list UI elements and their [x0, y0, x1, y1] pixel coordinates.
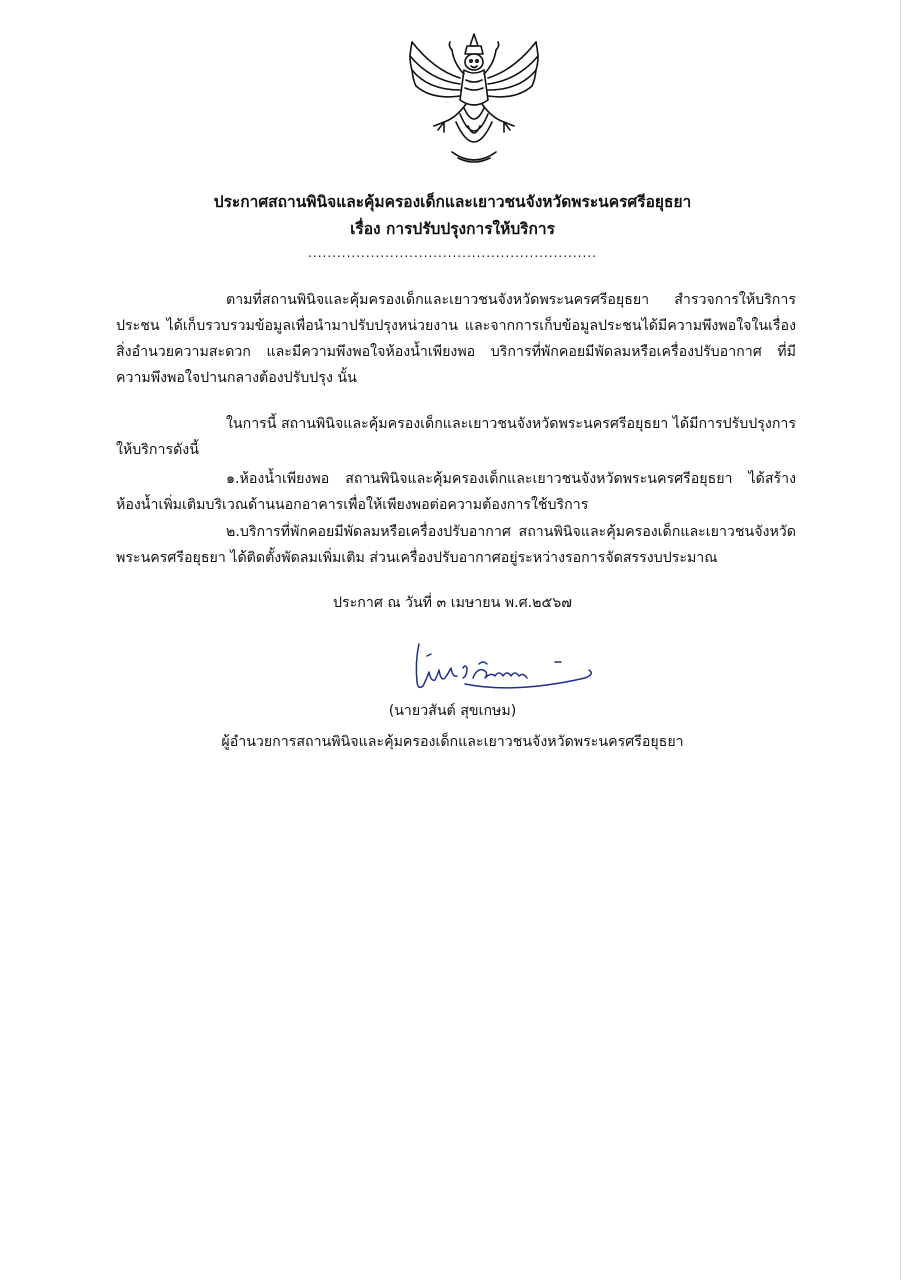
- handwritten-signature: [405, 638, 600, 698]
- paragraph-text: ในการนี้ สถานพินิจและคุ้มครองเด็กและเยาวชนจังหวัดพระนครศรีอยุธยา ได้มีการปรับปรุงการให้บริการดังนี้: [116, 416, 797, 458]
- paragraph-improvement-intro: [116, 411, 796, 463]
- paragraph-item-waiting-area: [116, 519, 796, 571]
- announcement-date: ประกาศ ณ วันที่ ๓ เมษายน พ.ศ.๒๕๖๗: [333, 595, 572, 611]
- paragraph-text: ตามที่สถานพินิจและคุ้มครองเด็กและเยาวชนจังหวัดพระนครศรีอยุธยา สำรวจการให้บริการประชน ได้เก็บรวบรวมข้อมูลเพื่อนำมาปรับปรุงหน่วยงาน และจากการเก็บข้อมูลประชนได้มีความพึงพอใจในเรื่องสิ่งอำนวยความสะดวก และมีความพึงพอใจห้องน้ำเพียงพอ บริการที่พักคอยมีพัดลมหรือเครื่องปรับอากาศ ที่มีความพึงพอใจปานกลางต้องปรับปรุง นั้น: [116, 292, 796, 386]
- paragraph-survey: [116, 287, 796, 391]
- paragraph-text: ๒.บริการที่พักคอยมีพัดลมหรือเครื่องปรับอากาศ สถานพินิจและคุ้มครองเด็กและเยาวชนจังหวัดพระนครศรีอยุธยา ได้ติดตั้งพัดลมเพิ่มเติม ส่วนเครื่องปรับอากาศอยู่ระหว่างรอการจัดสรรงบประมาณ: [116, 524, 796, 566]
- signer-name: (นายวสันต์ สุขเกษม): [388, 703, 517, 719]
- signer-position: ผู้อำนวยการสถานพินิจและคุ้มครองเด็กและเยาวชนจังหวัดพระนครศรีอยุธยา: [221, 734, 684, 750]
- garuda-emblem-icon: [404, 30, 544, 170]
- paragraph-text: ๑.ห้องน้ำเพียงพอ สถานพินิจและคุ้มครองเด็กและเยาวชนจังหวัดพระนครศรีอยุธยา ได้สร้างห้องน้ำเพิ่มเติมบริเวณด้านนอกอาคารเพื่อให้เพียงพอต่อความต้องการใช้บริการ: [116, 471, 796, 513]
- dotted-separator: ............................................................: [308, 246, 597, 260]
- announcement-subject: เรื่อง การปรับปรุงการให้บริการ: [350, 220, 555, 238]
- paragraph-item-restroom: [116, 466, 796, 518]
- announcement-title: ประกาศสถานพินิจและคุ้มครองเด็กและเยาวชนจังหวัดพระนครศรีอยุธยา: [213, 193, 692, 211]
